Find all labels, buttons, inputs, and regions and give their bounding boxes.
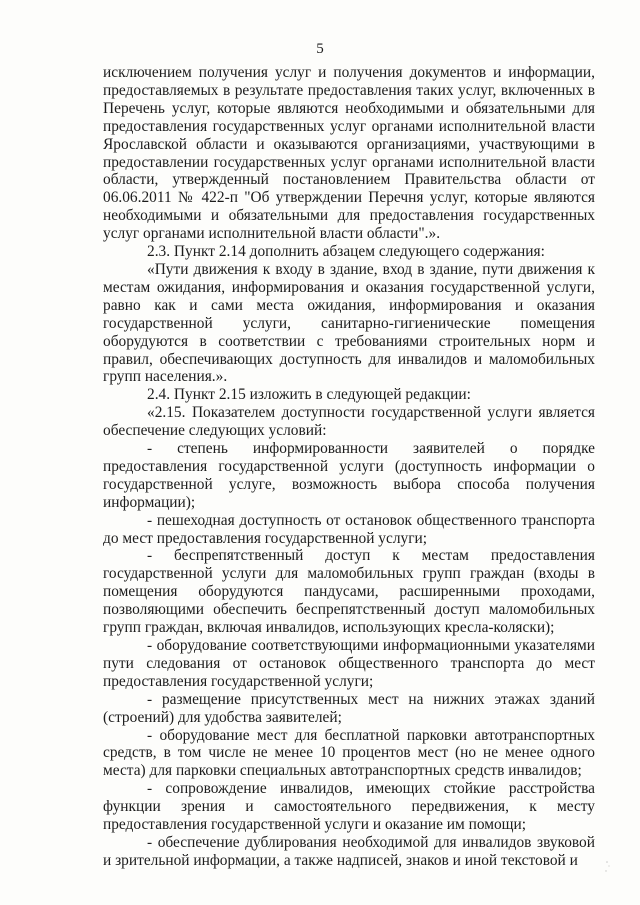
document-body	[103, 64, 595, 870]
page-number: 5	[316, 41, 324, 57]
paragraph: «2.15. Показателем доступности государственной услуги является обеспечение следующих условий:	[103, 404, 595, 440]
list-item: - оборудование мест для бесплатной парковки автотранспортных средств, в том числе не менее 10 процентов мест (но не менее одного места) для парковки специальных автотранспортных средств инвалидов;	[103, 726, 595, 780]
list-item: - степень информированности заявителей о порядке предоставления государственной услуги (доступность информации о государственной услуге, возможность выбора способа получения информации);	[103, 440, 595, 511]
list-item: - беспрепятственный доступ к местам предоставления государственной услуги для маломобильных групп граждан (входы в помещения оборудуются пандусами, расширенными проходами, позволяющими обеспечить беспрепятственный доступ маломобильных групп граждан, включая инвалидов, использующих кресла-коляски);	[103, 547, 595, 637]
scan-speck-marks	[604, 860, 612, 874]
paragraph: 2.4. Пункт 2.15 изложить в следующей редакции:	[147, 386, 471, 404]
list-item: - размещение присутственных мест на нижних этажах зданий (строений) для удобства заявителей;	[103, 690, 595, 726]
paragraph: «Пути движения к входу в здание, вход в здание, пути движения к местам ожидания, информирования и оказания государственной услуги, равно как и сами места ожидания, информирования и оказания государственной услуги, санитарно-гигиенические помещения оборудуются в соответствии с требованиями строительных норм и правил, обеспечивающих доступность для инвалидов и маломобильных групп населения.».	[103, 260, 595, 386]
list-item: - пешеходная доступность от остановок общественного транспорта до мест предоставления государственной услуги;	[103, 511, 595, 547]
list-item: - обеспечение дублирования необходимой для инвалидов звуковой и зрительной информации, а также надписей, знаков и иной текстовой и	[103, 833, 595, 869]
paragraph: исключением получения услуг и получения документов и информации, предоставляемых в результате предоставления таких услуг, включенных в Перечень услуг, которые являются необходимыми и обязательными для предоставления государственных услуг органами исполнительной власти Ярославской области и оказываются организациями, участвующими в предоставлении государственных услуг органами исполнительной власти области, утвержденный постановлением Правительства области от 06.06.2011 № 422-п "Об утверждении Перечня услуг, которые являются необходимыми и обязательными для предоставления государственных услуг органами исполнительной власти области".».	[103, 64, 595, 243]
list-item: - оборудование соответствующими информационными указателями пути следования от остановок общественного транспорта до мест предоставления государственной услуги;	[103, 637, 595, 690]
list-item: - сопровождение инвалидов, имеющих стойкие расстройства функции зрения и самостоятельного передвижения, к месту предоставления государственной услуги и оказание им помощи;	[103, 780, 595, 834]
paragraph: 2.3. Пункт 2.14 дополнить абзацем следующего содержания:	[147, 243, 545, 261]
